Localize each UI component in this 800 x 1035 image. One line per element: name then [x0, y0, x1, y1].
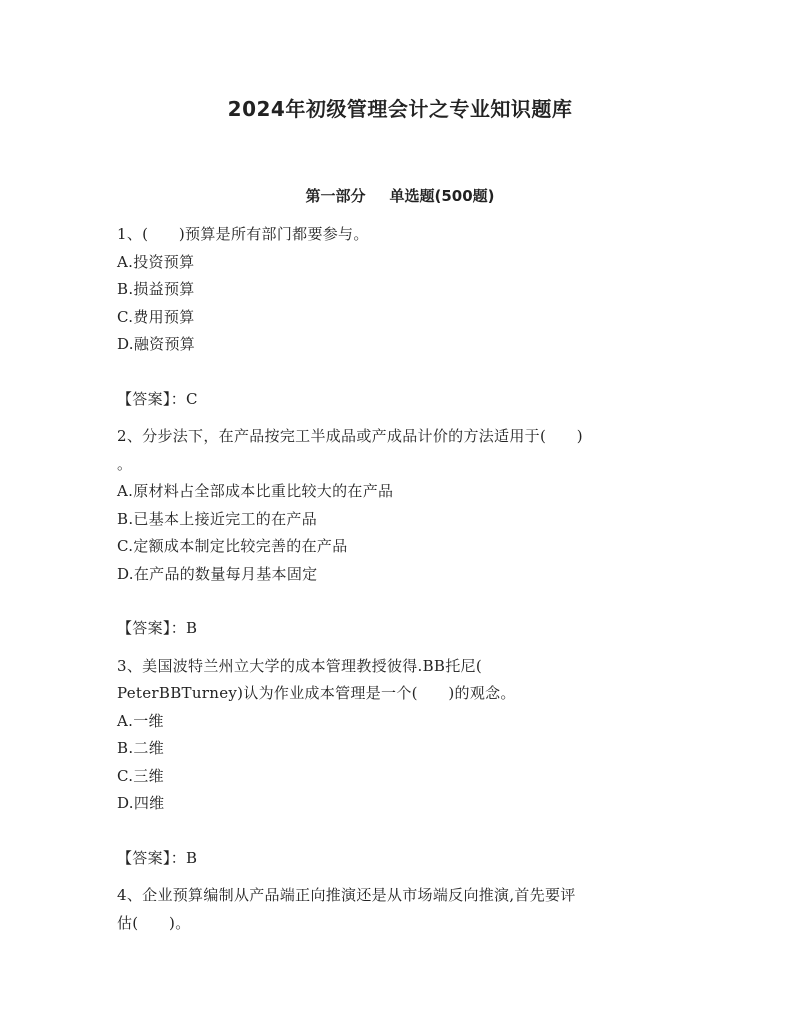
question-3-stem-line-1: 3、美国波特兰州立大学的成本管理教授彼得.BB托尼(	[117, 656, 483, 675]
question-1-option-c: C.费用预算	[117, 307, 195, 326]
question-1	[117, 221, 677, 413]
question-4-stem-line-2: 估( )。	[117, 913, 191, 932]
question-1-option-b: B.损益预算	[117, 280, 195, 298]
question-3	[117, 653, 677, 873]
question-2-answer	[117, 615, 677, 643]
question-3-answer	[117, 845, 677, 873]
question-4-stem-line-1: 4、企业预算编制从产品端正向推演还是从市场端反向推演,首先要评	[117, 886, 576, 904]
question-3-option-b: B.二维	[117, 739, 164, 757]
question-2-stem-line-1: 2、分步法下，在产品按完工半成品或产成品计价的方法适用于( )	[117, 427, 583, 445]
question-1-option-d: D.融资预算	[117, 335, 196, 353]
question-3-option-d: D.四维	[117, 794, 165, 812]
question-2-option-c: C.定额成本制定比较完善的在产品	[117, 537, 348, 555]
question-1-stem: 1、( )预算是所有部门都要参与。	[117, 225, 369, 243]
question-4	[117, 882, 677, 937]
answer-label: 【答案】：	[117, 389, 187, 408]
answer-value: C	[186, 389, 198, 408]
section-name: 单选题(500题)	[389, 187, 495, 205]
question-1-answer	[117, 386, 677, 414]
question-2	[117, 423, 677, 643]
question-2-option-b: B.已基本上接近完工的在产品	[117, 509, 317, 528]
section-title	[0, 185, 800, 207]
question-3-option-c: C.三维	[117, 766, 164, 785]
question-2-stem-line-2: 。	[117, 454, 133, 473]
answer-value: B	[186, 848, 198, 867]
question-2-option-d: D.在产品的数量每月基本固定	[117, 564, 318, 583]
section-part: 第一部分	[305, 187, 366, 205]
question-3-stem-line-2: PeterBBTurney)认为作业成本管理是一个( )的观念。	[117, 684, 516, 702]
question-list	[117, 221, 677, 937]
answer-label: 【答案】：	[117, 848, 187, 867]
question-3-option-a: A.一维	[117, 711, 164, 730]
question-1-option-a: A.投资预算	[117, 252, 195, 271]
document-title: 2024年初级管理会计之专业知识题库	[227, 97, 573, 121]
question-2-option-a: A.原材料占全部成本比重比较大的在产品	[117, 482, 394, 500]
answer-label: 【答案】：	[117, 619, 187, 637]
answer-value: B	[186, 619, 198, 637]
